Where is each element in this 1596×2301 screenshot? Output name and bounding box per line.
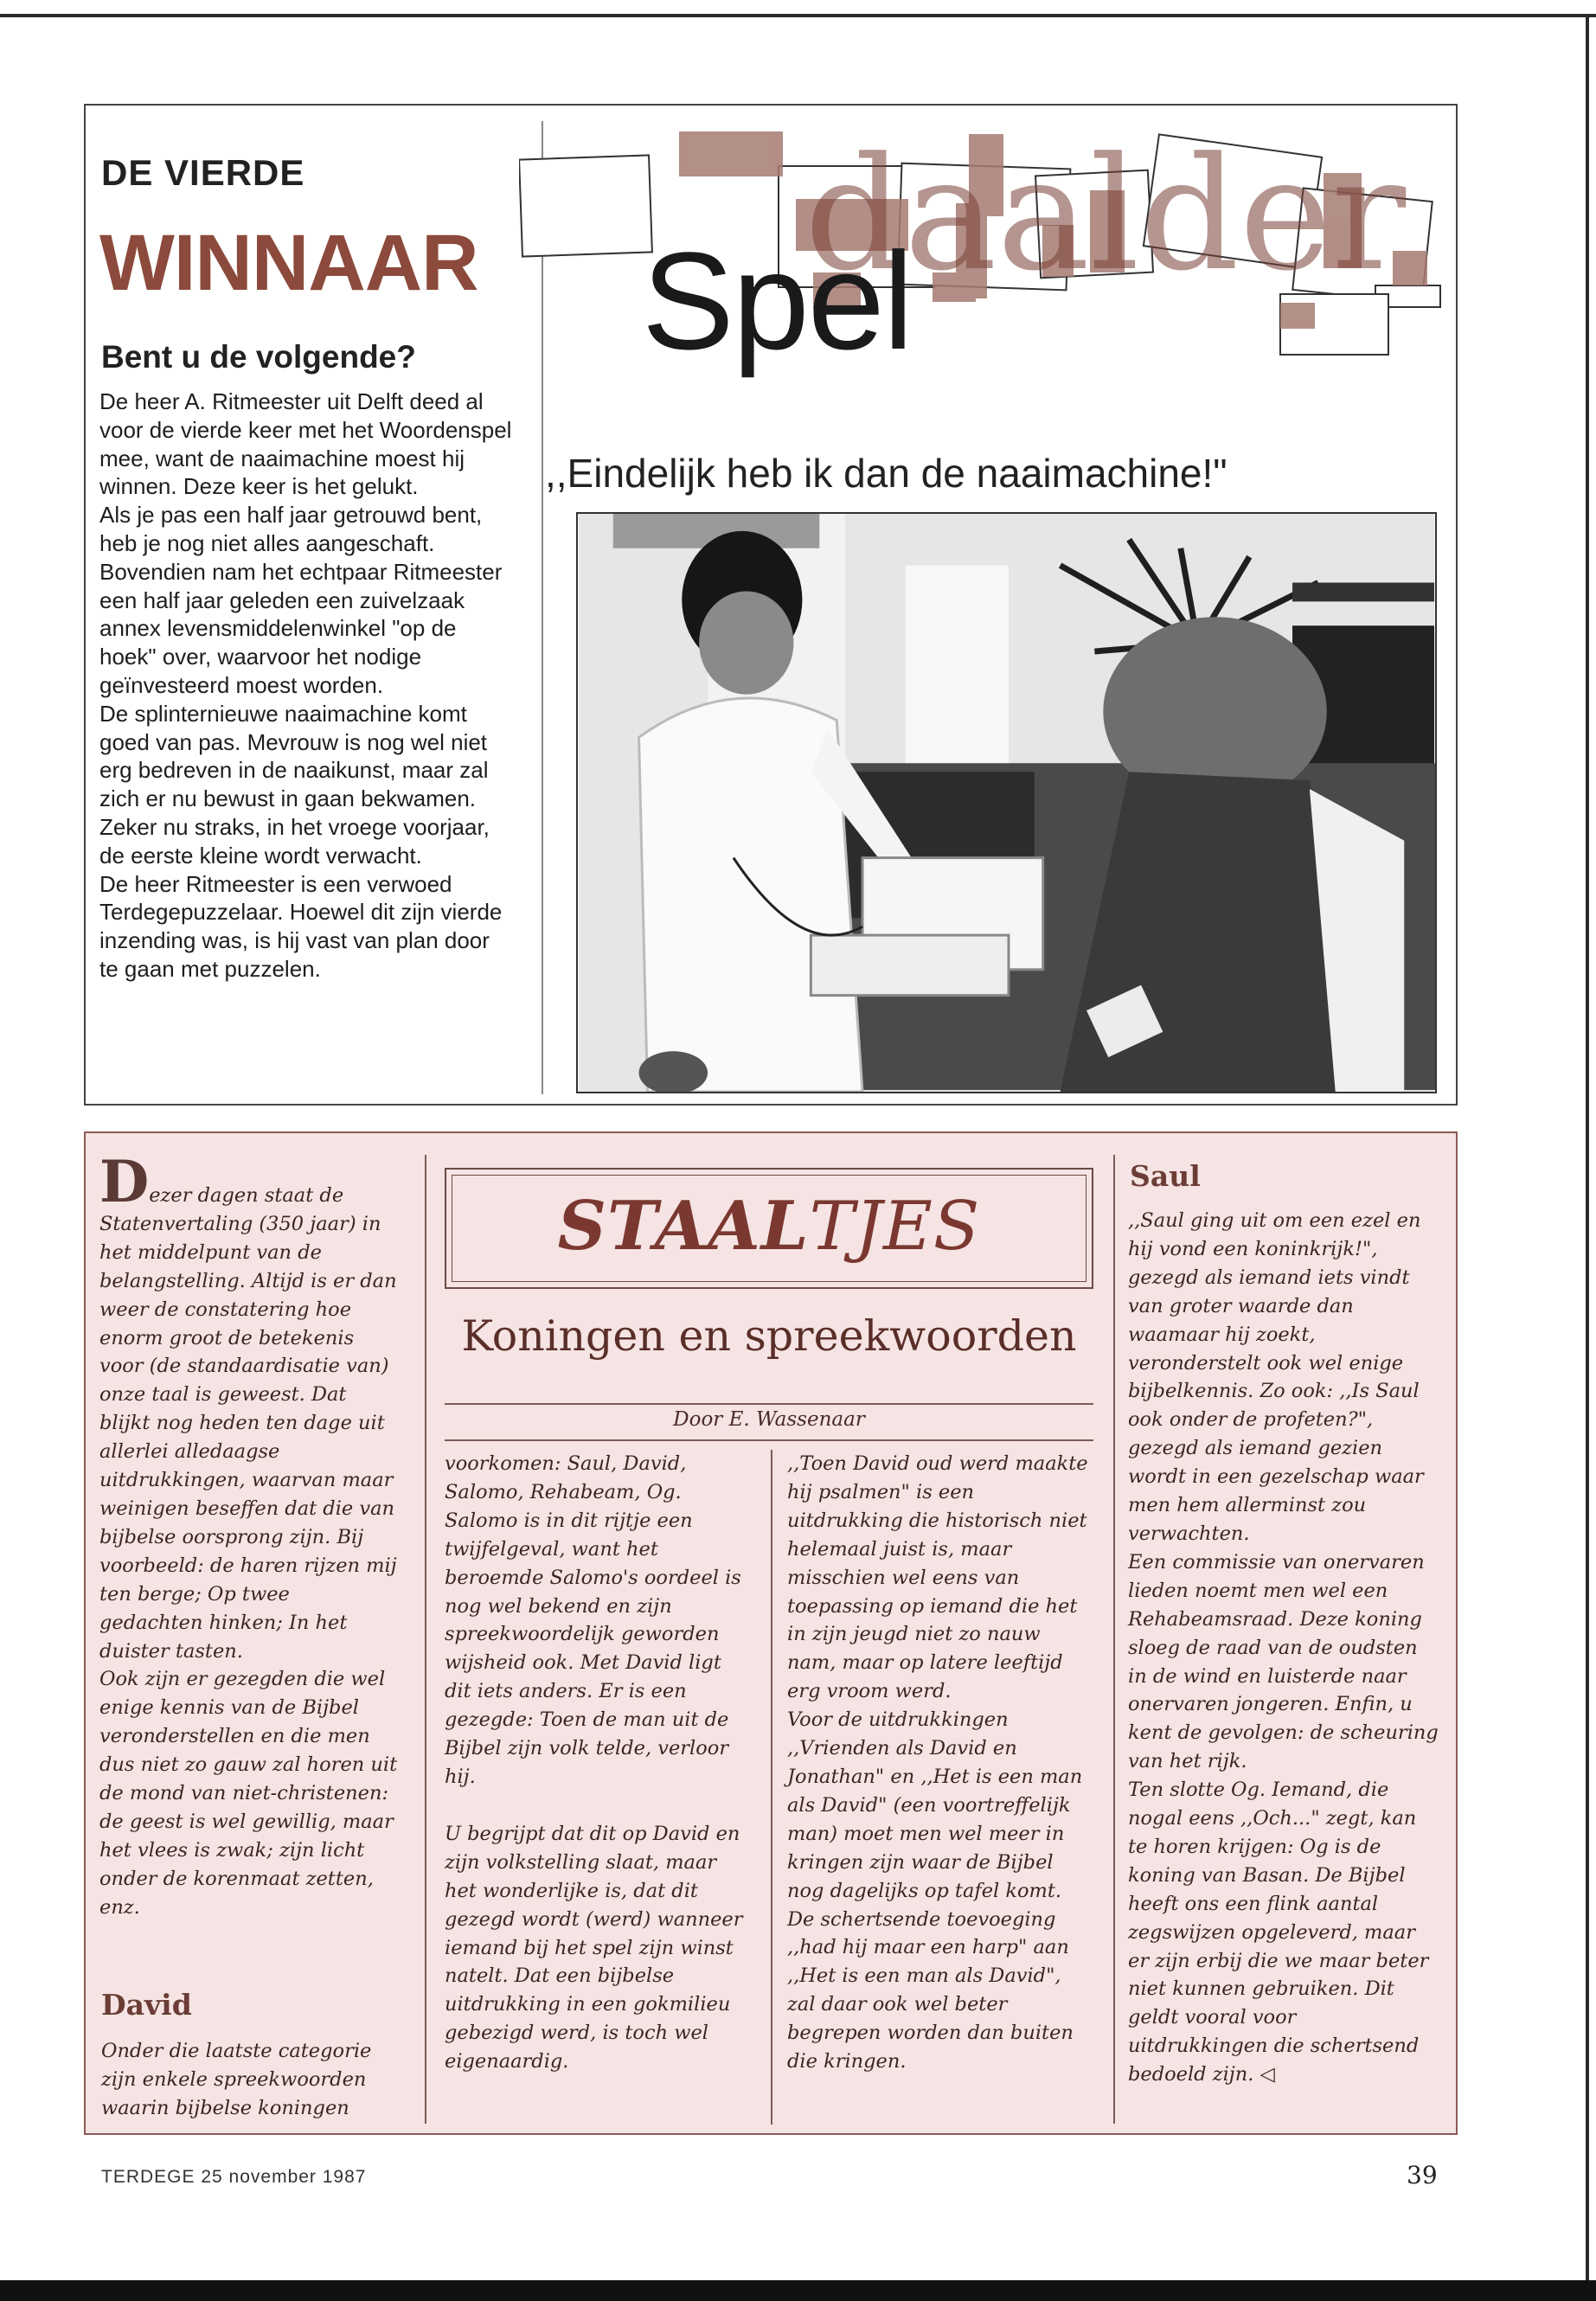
title-bold-part: STAAL xyxy=(557,1187,810,1266)
paragraph: De heer A. Ritmeester uit Delft deed al voor de vierde keer met het Woordenspel mee, want de naaimachine moest hij winnen. Deze keer is het gelukt. xyxy=(99,388,512,500)
column-1-tail xyxy=(101,2037,400,2123)
logo-spel-word: Spel xyxy=(642,223,913,378)
paragraph: ,,Saul ging uit om een ezel en hij vond een koninkrijk!", gezegd als iemand iets vindt van groter waarde dan waamaar hij zoekt, veronderstelt ook wel enige bijbelkennis. Zo ook: ,,Is Saul ook onder de profeten?", gezegd als iemand gezien wordt in een gezelschap waar men hem allerminst zou verwachten. xyxy=(1128,1209,1424,1545)
column-rule xyxy=(1113,1155,1115,2124)
winner-article-text xyxy=(99,388,513,984)
paragraph: voorkomen: Saul, David, Salomo, Rehabeam, Og. Salomo is in dit rijtje een twijfelgeval, want het beroemde Salomo's oordeel is nog wel bekend en zijn spreekwoordelijk geworden wijsheid ook. Met David ligt dit iets anders. Er is een gezegde: Toen de man uit de Bijbel zijn volk telde, verloor hij. xyxy=(445,1452,741,1788)
paragraph: Onder die laatste categorie zijn enkele spreekwoorden waarin bijbelse koningen xyxy=(101,2040,372,2119)
photo-man-hand xyxy=(639,1051,708,1093)
byline-rule-bottom xyxy=(445,1439,1093,1441)
paragraph: Ook zijn er gezegden die wel enige kennis van de Bijbel veronderstellen en die men dus niet zo gauw zal horen uit de mond van niet-christenen: de geest is wel gewillig, maar het vlees is zwak; zijn licht onder de korenmaat zetten, enz. xyxy=(99,1668,398,1919)
column-rule xyxy=(425,1155,426,2124)
photo-shelf-rod xyxy=(1292,583,1434,602)
column-2 xyxy=(445,1450,747,2076)
column-rule xyxy=(771,1450,772,2125)
byline-rule-top xyxy=(445,1403,1093,1405)
column-4 xyxy=(1128,1207,1441,2089)
right-border xyxy=(1586,14,1589,2280)
subheadline: Bent u de volgende? xyxy=(101,339,416,375)
paragraph: U begrijpt dat dit op David en zijn volkstelling slaat, maar het wonderlijke is, dat dit gezegd wordt (werd) wanneer iemand bij het spel zijn winst natelt. Dat een bijbelse uitdrukking in een gokmilieu gebezigd werd, is toch wel eigenaardig. xyxy=(445,1822,743,2073)
logo-letters: daalder xyxy=(804,125,1407,305)
paragraph: Een commissie van onervaren lieden noemt men wel een Rehabeamsraad. Deze koning sloeg de raad van de oudsten in de wind en luisterde naar onervaren jongeren. Enfin, u kent de gevolgen: de scheuring van het rijk. xyxy=(1128,1550,1439,1773)
section-head-david: David xyxy=(101,1988,192,2022)
section-head-saul: Saul xyxy=(1130,1159,1201,1193)
staaltjes-title xyxy=(446,1187,1092,1266)
paragraph: ,,Toen David oud werd maakte hij psalmen" is een uitdrukking die historisch niet helemaal juist is, maar misschien wel eens van toepassing op iemand die het in zijn jeugd niet zo nauw nam, maar op latere leeftijd erg vroom werd. xyxy=(787,1452,1088,1703)
top-border xyxy=(0,14,1596,17)
photo-caption-quote: ,,Eindelijk heb ik dan de naaimachine!" xyxy=(545,451,1227,496)
paragraph: De splinternieuwe naaimachine komt goed van pas. Mevrouw is nog wel niet erg bedreven in de naaikunst, maar zal zich er nu bewust in gaan bekwamen. Zeker nu straks, in het vroege voorjaar, de eerste kleine wordt verwacht. xyxy=(99,700,490,868)
title-rest-part: TJES xyxy=(809,1188,981,1266)
winner-photo xyxy=(576,512,1437,1093)
paragraph: Als je pas een half jaar getrouwd bent, heb je nog niet alles aangeschaft. Bovendien nam het echtpaar Ritmeester een half jaar geleden een zuivelzaak annex levensmiddelenwinkel "op de hoek" over, waarvoor het nodige geïnvesteerd moest worden. xyxy=(99,502,503,698)
photo-machine-base xyxy=(811,935,1009,996)
column-3 xyxy=(787,1450,1094,2076)
drop-cap: D xyxy=(99,1148,150,1215)
footer-publication: TERDEGE 25 november 1987 xyxy=(101,2167,367,2187)
page-number: 39 xyxy=(1407,2161,1438,2189)
intro-text: ezer dagen staat de Statenvertaling (350 jaar) in het middelpunt van de belangstelling. Altijd is er dan weer de constatering hoe enorm groot de betekenis voor (de standaardisatie van) onze taal is geweest. Dat blijkt nog heden ten dage uit allerlei alledaagse uitdrukkingen, waarvan maar weinigen beseffen dat die van bijbelse oorsprong zijn. Bij voorbeeld: de haren rijzen mij ten berge; Op twee gedachten hinken; In het duister tasten. xyxy=(99,1184,397,1663)
photo-man-face xyxy=(699,591,793,694)
bottom-border xyxy=(0,2280,1596,2301)
paragraph: Ten slotte Og. Iemand, die nogal eens ,,Och..." zegt, kan te horen krijgen: Og is de koning van Basan. De Bijbel heeft ons een flink aantal zegswijzen opgeleverd, maar er zijn erbij die we maar beter niet kunnen gebruiken. Dit geldt vooral voor uitdrukkingen die schertsend bedoeld zijn. ◁ xyxy=(1128,1779,1429,2086)
byline: Door E. Wassenaar xyxy=(673,1408,865,1431)
staaltjes-title-box xyxy=(445,1168,1093,1289)
article-headline: Koningen en spreekwoorden xyxy=(461,1311,1077,1361)
paragraph: Voor de uitdrukkingen ,,Vrienden als David en Jonathan" en ,,Het is een man als David" (een voortreffelijk man) moet men wel meer in kringen zijn waar de Bijbel nog dagelijks op tafel komt. De schertsende toevoeging ,,had hij maar een harp" aan ,,Het is een man als David", zal daar ook wel beter begrepen worden dan buiten die kringen. xyxy=(787,1708,1083,2073)
column-1 xyxy=(99,1148,398,1922)
headline-winnaar: WINNAAR xyxy=(99,219,478,307)
intro-paragraph xyxy=(99,1148,398,1665)
kicker: DE VIERDE xyxy=(101,152,305,193)
paragraph: De heer Ritmeester is een verwoed Terdegepuzzelaar. Hoewel dit zijn vierde inzending was, is hij vast van plan door te gaan met puzzelen. xyxy=(99,870,503,982)
